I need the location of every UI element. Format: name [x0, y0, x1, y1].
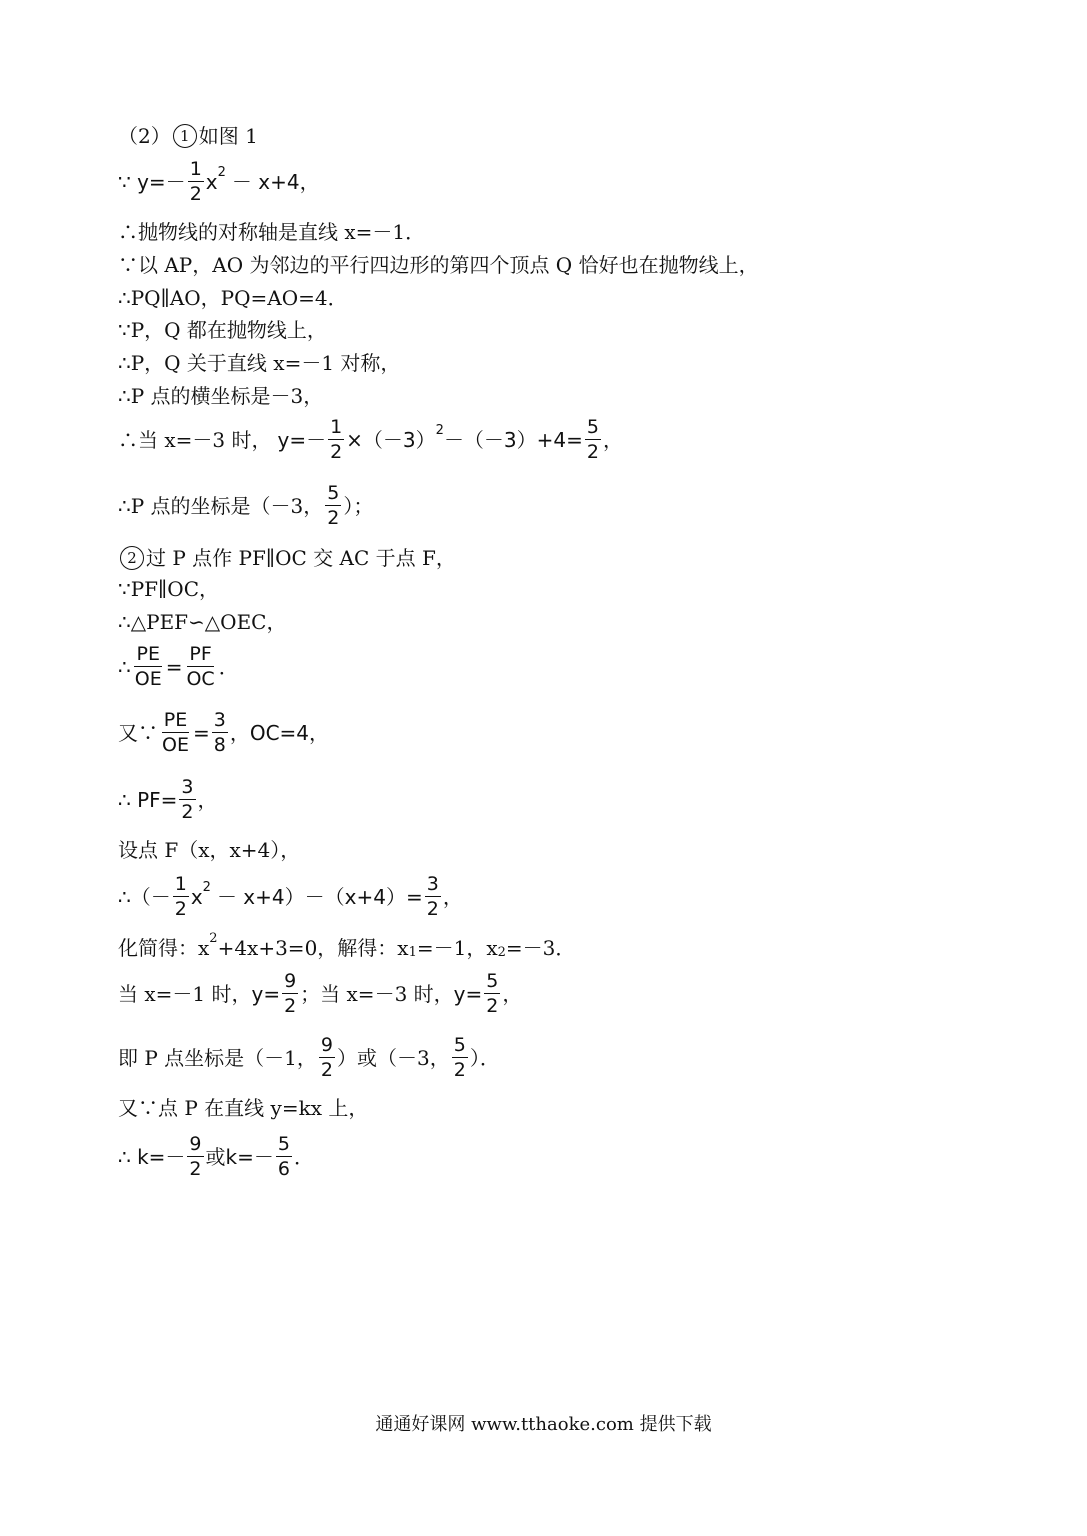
subscript: 1: [408, 944, 417, 960]
denominator: 2: [426, 898, 439, 920]
denominator: OE: [134, 668, 162, 690]
line-12: [118, 579, 219, 599]
numerator: 3: [426, 873, 439, 895]
text: ∴P 点的横坐标是－3，: [118, 384, 324, 408]
fraction: [212, 711, 228, 755]
fraction: [188, 160, 204, 204]
text: +4x+3=0，解得：x: [217, 936, 409, 960]
text: （2）: [118, 124, 171, 148]
text: ∴P 点的坐标是（－3，: [118, 494, 324, 518]
line-9: [118, 418, 623, 462]
fraction: [187, 1135, 203, 1179]
superscript: 2: [217, 164, 226, 180]
text: x: [205, 170, 218, 194]
denominator: 2: [284, 995, 297, 1017]
fraction: [319, 1036, 335, 1080]
fraction: [160, 711, 191, 755]
text: ×（－3）: [346, 428, 436, 452]
numerator: 3: [213, 709, 226, 731]
text: y=: [453, 982, 483, 1006]
subscript: 2: [497, 944, 506, 960]
line-1: [118, 124, 258, 148]
fraction: [179, 778, 195, 822]
numerator: 3: [181, 776, 194, 798]
text: 又∵点 P 在直线 y=kx 上，: [118, 1096, 369, 1120]
denominator: 6: [277, 1158, 290, 1180]
fraction: [184, 645, 216, 689]
numerator: PF: [189, 643, 212, 665]
text: ）或（－3，: [337, 1046, 450, 1070]
text: ，: [502, 982, 523, 1006]
text: =: [165, 655, 183, 679]
line-17: [118, 840, 300, 860]
line-7: [118, 353, 400, 373]
text: ∵ y=－: [118, 170, 186, 194]
text: ∴（－: [118, 885, 171, 909]
numerator: 1: [174, 873, 187, 895]
text: ，: [603, 428, 623, 452]
line-15: [118, 711, 329, 755]
superscript: 2: [209, 930, 218, 946]
denominator: 2: [189, 1158, 202, 1180]
denominator: 8: [213, 734, 226, 756]
text: y=－: [277, 428, 327, 452]
text: ∴: [118, 655, 131, 679]
text: － x+4）－（x+4）=: [216, 885, 423, 909]
text: y=: [251, 982, 281, 1006]
text: ∴当 x=－3 时，: [118, 428, 272, 452]
line-5: [118, 288, 348, 308]
line-4: [118, 255, 759, 275]
fraction: [276, 1135, 292, 1179]
numerator: 5: [486, 970, 499, 992]
text: ∴PQ∥AO，PQ=AO=4．: [118, 286, 348, 310]
text: － x+4，: [231, 170, 320, 194]
text: ∵以 AP，AO 为邻边的平行四边形的第四个顶点 Q 恰好也在抛物线上，: [118, 253, 759, 277]
text: ．: [218, 655, 239, 679]
line-14: [118, 645, 239, 689]
denominator: OC: [186, 668, 215, 690]
text: =－3．: [505, 936, 576, 960]
circled-number: 1: [173, 124, 197, 148]
numerator: 9: [284, 970, 297, 992]
numerator: PE: [136, 643, 160, 665]
text: ）；: [343, 494, 374, 518]
text: 化简得：x: [118, 936, 210, 960]
line-23: [118, 1135, 314, 1179]
numerator: 5: [277, 1133, 290, 1155]
line-19: [118, 930, 576, 960]
text: －（－3）+4=: [443, 428, 583, 452]
text: 设点 F（x，x+4），: [118, 838, 301, 862]
denominator: OE: [162, 734, 189, 756]
denominator: 2: [320, 1059, 333, 1081]
text: ，OC=4，: [229, 721, 330, 745]
fraction: [325, 484, 341, 528]
text: 即 P 点坐标是（－1，: [118, 1046, 317, 1070]
line-3: [118, 222, 425, 242]
text: 当 x=－1 时，: [118, 982, 252, 1006]
text: ∴抛物线的对称轴是直线 x=－1．: [118, 220, 426, 244]
text: =－1，x: [416, 936, 498, 960]
text: ∴△PEF∽△OEC，: [118, 610, 287, 634]
text: ∵P，Q 都在抛物线上，: [118, 318, 327, 342]
denominator: 2: [174, 898, 187, 920]
denominator: 2: [189, 183, 202, 205]
line-22: [118, 1098, 368, 1118]
text: x: [190, 885, 203, 909]
text: ；当 x=－3 时，: [300, 982, 454, 1006]
line-2: [118, 160, 320, 204]
text: 或k=－: [205, 1145, 274, 1169]
fraction: [173, 875, 189, 919]
denominator: 2: [453, 1059, 466, 1081]
line-16: [118, 778, 218, 822]
fraction: [452, 1036, 468, 1080]
denominator: 2: [330, 441, 343, 463]
superscript: 2: [202, 879, 211, 895]
line-6: [118, 320, 327, 340]
denominator: 2: [586, 441, 599, 463]
fraction: [425, 875, 441, 919]
line-10: [118, 484, 373, 528]
numerator: PE: [163, 709, 188, 731]
fraction: [484, 972, 500, 1016]
circled-number: 2: [120, 546, 144, 570]
text: 过 P 点作 PF∥OC 交 AC 于点 F，: [146, 546, 456, 570]
text: ．: [293, 1145, 314, 1169]
superscript: 2: [435, 422, 444, 438]
numerator: 1: [189, 158, 202, 180]
fraction: [282, 972, 298, 1016]
line-8: [118, 386, 323, 406]
line-21: [118, 1036, 500, 1080]
text: ∵PF∥OC，: [118, 577, 219, 601]
fraction: [585, 418, 601, 462]
fraction: [133, 645, 164, 689]
text: ∴ PF=: [118, 788, 178, 812]
text: 如图 1: [198, 124, 258, 148]
numerator: 9: [189, 1133, 202, 1155]
line-11: [118, 546, 456, 570]
numerator: 5: [327, 482, 340, 504]
text: ）．: [469, 1046, 500, 1070]
denominator: 2: [327, 507, 340, 529]
line-13: [118, 612, 286, 632]
text: ∴ k=－: [118, 1145, 186, 1169]
text: ，: [197, 788, 218, 812]
text: ∴P，Q 关于直线 x=－1 对称，: [118, 351, 401, 375]
page-footer: 通通好课网 www.tthaoke.com 提供下载: [375, 1414, 712, 1435]
fraction: [328, 418, 344, 462]
denominator: 2: [181, 801, 194, 823]
numerator: 5: [453, 1034, 466, 1056]
text: =: [192, 721, 210, 745]
numerator: 5: [586, 416, 599, 438]
text: ，: [442, 885, 463, 909]
text: 又∵: [118, 721, 158, 745]
numerator: 9: [320, 1034, 333, 1056]
denominator: 2: [486, 995, 499, 1017]
numerator: 1: [330, 416, 343, 438]
line-18: [118, 875, 463, 919]
line-20: [118, 972, 522, 1016]
